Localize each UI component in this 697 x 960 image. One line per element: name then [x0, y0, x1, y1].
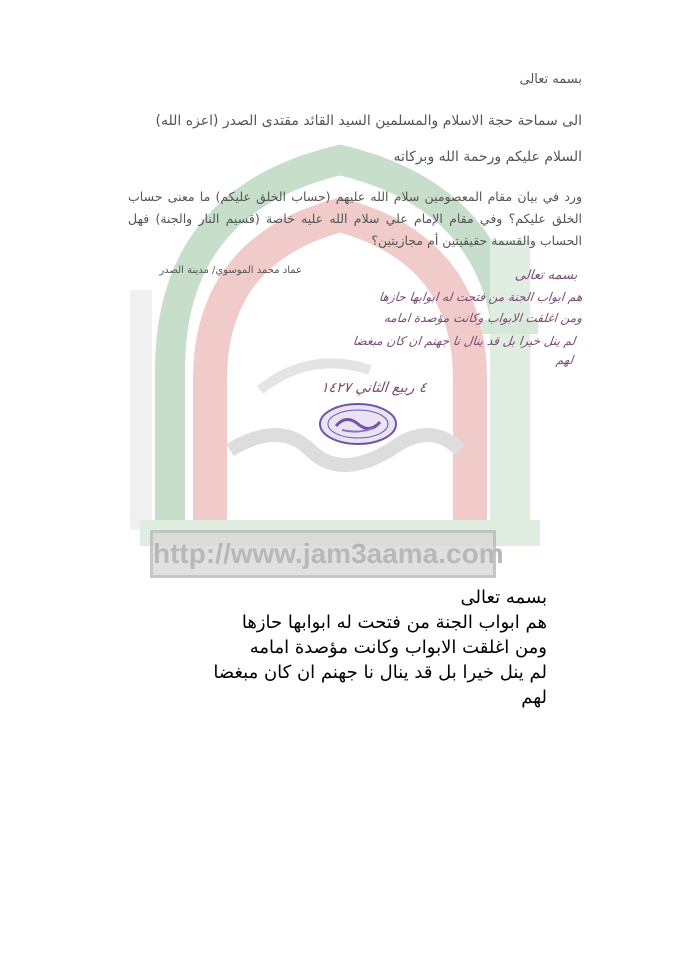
seal-stamp: [318, 402, 398, 446]
handwritten-date: ٤ ربيع الثاني ١٤٢٧: [320, 380, 428, 396]
transcription-line: لهم: [521, 687, 547, 708]
letter-signature: عماد محمد الموسوي/ مدينة الصدر: [159, 265, 302, 276]
watermark-url: http://www.jam3aama.com: [150, 530, 496, 578]
transcription-heading: بسمه تعالى: [460, 587, 547, 608]
handwritten-heading: بسمه تعالى: [513, 268, 578, 283]
handwritten-line: لم ينل خيرا بل قد ينال نا جهنم ان كان مبغضا: [351, 334, 576, 348]
letter-question: ورد في بيان مقام المعصومين سلام الله عليهم (حساب الخلق عليكم) ما معنى حساب الخلق عليكم؟ وفي مقام الإمام علي سلام الله عليه خاصة (قسيم النار والجنة) فهل الحساب والقسمة حقيقيتين أم مجازيتين؟: [128, 189, 582, 248]
transcription-line: لم ينل خيرا بل قد ينال نا جهنم ان كان مبغضا: [213, 662, 547, 683]
handwritten-line: هم ابواب الجنة من فتحت له ابوابها حازها: [377, 290, 583, 304]
transcription-line: ومن اغلقت الابواب وكانت مؤصدة امامه: [249, 637, 547, 658]
letter-greeting: السلام عليكم ورحمة الله وبركاته: [393, 149, 582, 165]
handwritten-line: لهم: [555, 353, 574, 367]
letter-addressee: الى سماحة حجة الاسلام والمسلمين السيد القائد مقتدى الصدر (اعزه الله): [155, 113, 582, 129]
handwritten-line: ومن اغلقت الابواب وكانت مؤصدة امامه: [383, 311, 583, 325]
transcription-line: هم ابواب الجنة من فتحت له ابوابها حازها: [241, 612, 547, 633]
letter-heading: بسمه تعالى: [519, 72, 582, 87]
